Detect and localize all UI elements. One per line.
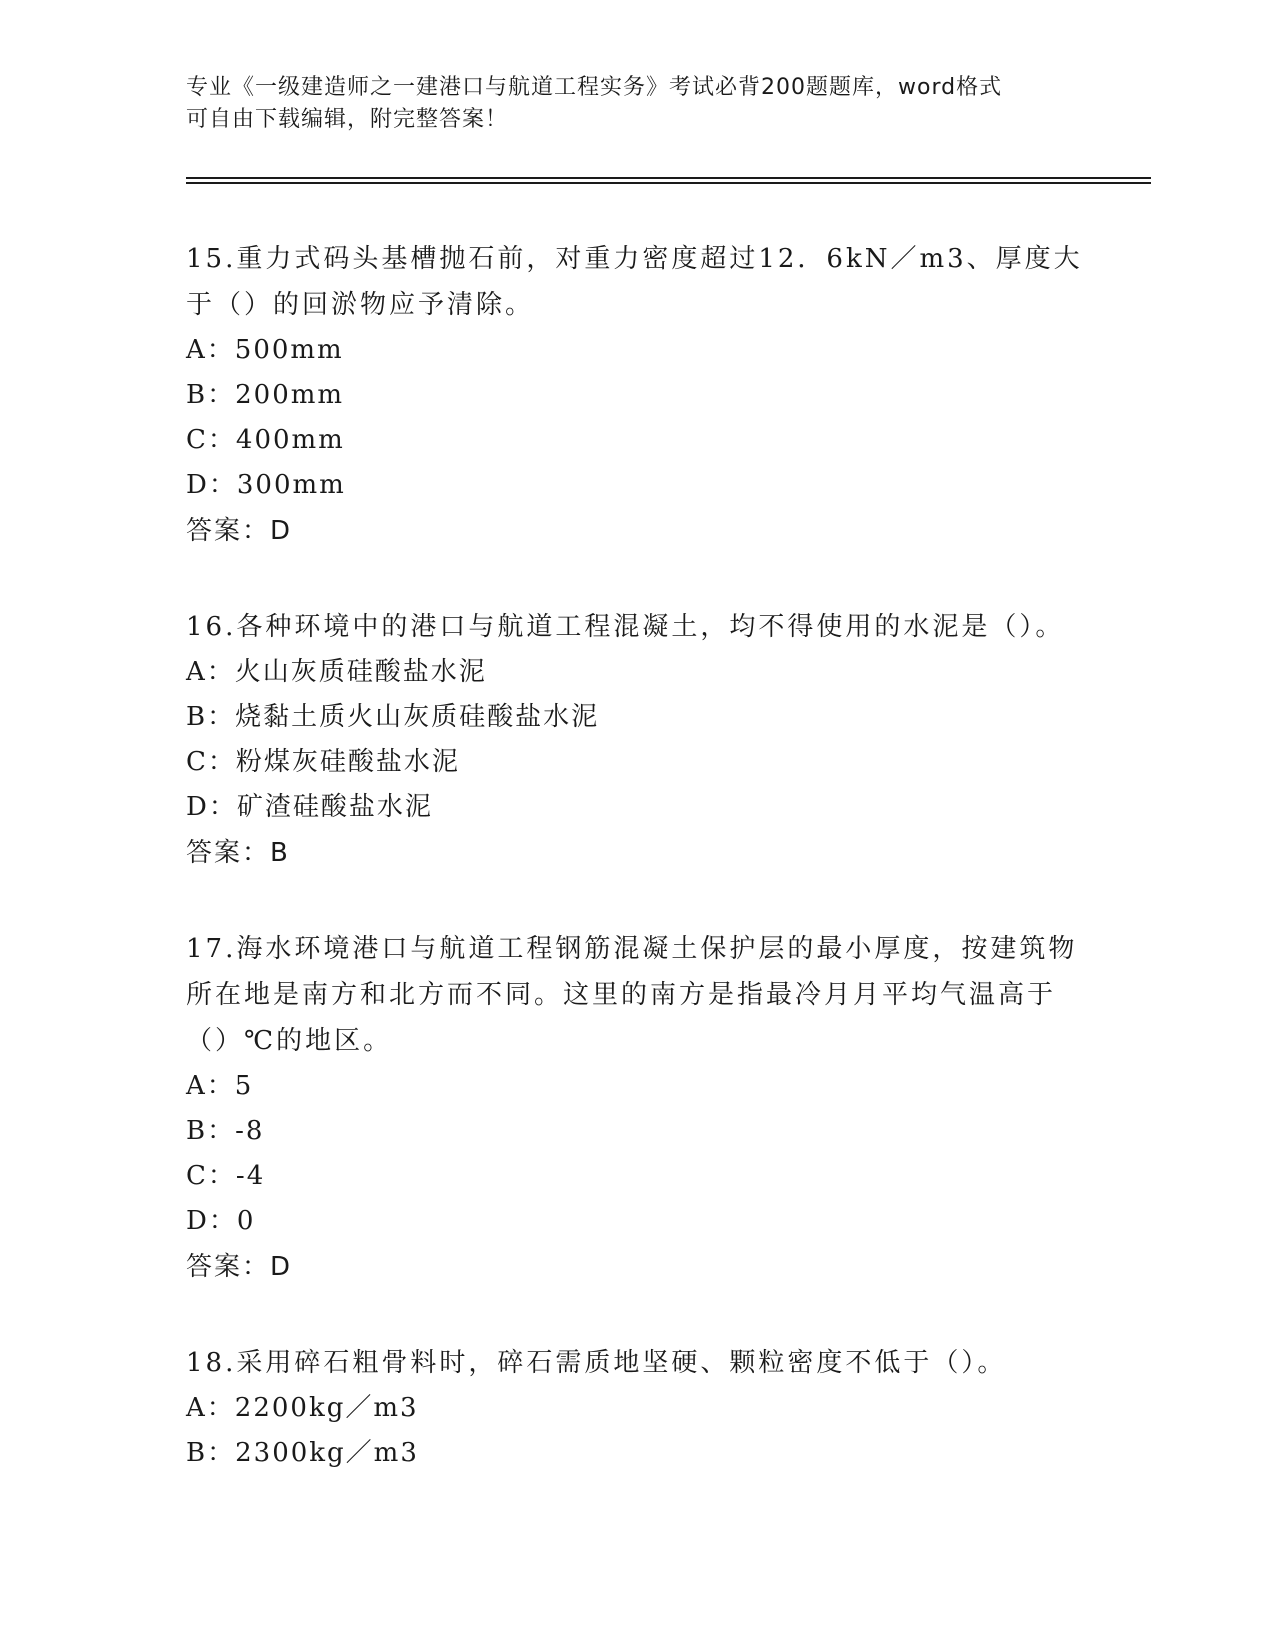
option-text: 0	[236, 1206, 256, 1236]
option-b	[186, 695, 1086, 740]
option-text: 矿渣硅酸盐水泥	[236, 792, 433, 822]
option-label: C：	[186, 425, 236, 455]
option-label: B：	[186, 380, 236, 410]
option-label: A：	[186, 657, 235, 687]
option-label: B：	[186, 702, 236, 732]
question-stem: 16.各种环境中的港口与航道工程混凝土，均不得使用的水泥是（）。	[186, 612, 1065, 642]
option-b	[186, 1109, 1086, 1154]
option-label: D：	[186, 1206, 237, 1236]
question-stem: 17.海水环境港口与航道工程钢筋混凝土保护层的最小厚度，按建筑物所在地是南方和北方而不同。这里的南方是指最冷月月平均气温高于（）℃的地区。	[186, 934, 1078, 1056]
question-17	[186, 926, 1086, 1290]
option-d	[186, 463, 1086, 508]
header-divider-top	[186, 177, 1151, 179]
option-a	[186, 650, 1086, 695]
option-text: 火山灰质硅酸盐水泥	[234, 657, 487, 687]
option-label: A：	[186, 1071, 235, 1101]
option-label: B：	[186, 1116, 236, 1146]
option-text: 400mm	[235, 425, 345, 455]
option-label: A：	[186, 1393, 235, 1423]
question-list	[186, 236, 1086, 1526]
option-a	[186, 1064, 1086, 1109]
option-label: C：	[186, 747, 236, 777]
document-header	[186, 72, 1086, 136]
option-text: -4	[235, 1161, 266, 1191]
option-c	[186, 1154, 1086, 1199]
option-c	[186, 418, 1086, 463]
header-divider-bottom	[186, 182, 1151, 184]
option-text: 5	[234, 1071, 254, 1101]
option-text: 300mm	[236, 470, 346, 500]
question-16	[186, 604, 1086, 876]
option-b	[186, 1431, 1086, 1476]
answer-line: 答案：D	[186, 1252, 293, 1282]
option-label: C：	[186, 1161, 236, 1191]
option-text: 2200kg／m3	[234, 1393, 419, 1423]
question-18	[186, 1340, 1086, 1476]
question-15	[186, 236, 1086, 554]
question-stem: 15.重力式码头基槽抛石前，对重力密度超过12．6kN／m3、厚度大于（）的回淤物应予清除。	[186, 244, 1083, 320]
option-a	[186, 328, 1086, 373]
answer-line: 答案：D	[186, 516, 293, 546]
option-d	[186, 1199, 1086, 1244]
question-stem: 18.采用碎石粗骨料时，碎石需质地坚硬、颗粒密度不低于（）。	[186, 1348, 1007, 1378]
header-title-line-1: 专业《一级建造师之一建港口与航道工程实务》考试必背200题题库，word格式	[186, 75, 1003, 100]
option-a	[186, 1386, 1086, 1431]
option-label: D：	[186, 792, 237, 822]
option-text: -8	[235, 1116, 265, 1146]
option-c	[186, 740, 1086, 785]
option-text: 2300kg／m3	[235, 1438, 419, 1468]
option-label: B：	[186, 1438, 236, 1468]
option-text: 200mm	[235, 380, 345, 410]
option-label: D：	[186, 470, 237, 500]
option-d	[186, 785, 1086, 830]
header-title-line-2: 可自由下载编辑，附完整答案！	[186, 107, 509, 132]
answer-line: 答案：B	[186, 838, 290, 868]
option-b	[186, 373, 1086, 418]
option-text: 烧黏土质火山灰质硅酸盐水泥	[235, 702, 600, 732]
option-text: 500mm	[234, 335, 344, 365]
option-label: A：	[186, 335, 235, 365]
option-text: 粉煤灰硅酸盐水泥	[235, 747, 460, 777]
